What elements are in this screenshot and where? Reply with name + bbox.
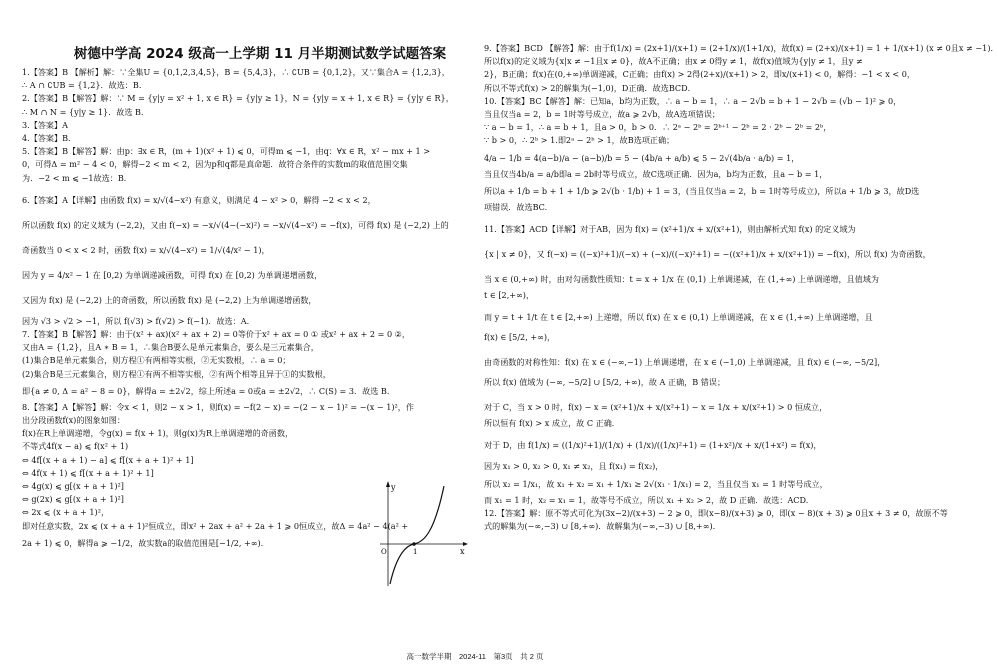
tick-label-1: 1 [413,548,418,556]
answer-line: 因为 x₁ > 0, x₂ > 0, x₁ ≠ x₂，且 f(x₁) = f(x₂)， [484,461,664,472]
answer-line: ∵ a − b = 1，∴ a = b + 1，且a > 0，b > 0．∴ 2ᵃ − 2ᵇ = 2ᵇ⁺¹ − 2ᵇ = 2 · 2ᵇ − 2ᵇ = 2ᵇ， [484,122,832,133]
answer-line: 即{a ≠ 0, Δ = a² − 8 = 0}，解得a = ±2√2，综上所述a = 0或a = ±2√2，∴ C(S) = 3．故选 B． [22,385,395,396]
answer-line: ⇔ 4f[(x + a + 1) − a] ⩽ f[(x + a + 1)² + 1] [22,454,194,465]
answer-line: 2.【答案】B【解答】解：∵ M = {y|y = x² + 1, x ∈ R} = {y|y ≥ 1}，N = {y|y = x + 1, x ∈ R} = {y|y ∈ R}， [22,93,454,104]
answer-line: 对于 C，当 x > 0 时，f(x) − x = (x²+1)/x + x/(x²+1) − x = 1/x + x/(x²+1) > 0 恒成立， [484,402,828,413]
x-axis-label: x [460,547,465,556]
answer-line: 所以函数 f(x) 的定义域为 (−2,2)，又由 f(−x) = −x/√(4−(−x)²) = −x/√(4−x²) = −f(x)，可得 f(x) 是 (−2,2) 上的 [22,219,449,230]
answer-line: (2)集合B是三元素集合，则方程①有两不相等实根，②有两个相等且异于①的实数根， [22,368,331,379]
answer-line: 8.【答案】A【解答】解：令x < 1，则2 − x > 1，则f(x) = −f(2 − x) = −(2 − x − 1)² = −(x − 1)²，作 [22,401,414,412]
answer-line: 4.【答案】B. [22,133,71,144]
answer-line: 奇函数当 0 < x < 2 时，函数 f(x) = x/√(4−x²) = 1/√(4/x² − 1)， [22,244,270,255]
answer-line: t ∈ [2,+∞)， [484,290,535,301]
answer-line: 7.【答案】B【解答】解：由于(x² + ax)(x² + ax + 2) = 0等价于x² + ax = 0 ① 或x² + ax + 2 = 0 ②， [22,329,411,340]
answer-line: {x | x ≠ 0}，又 f(−x) = ((−x)²+1)/(−x) + (−x)/((−x)²+1) = −((x²+1)/x + x/(x²+1)) = −f(x)，所以 f(x) 为奇函数， [484,249,931,260]
answer-line: f(x) ∈ [5/2, +∞)， [484,332,556,343]
answer-line: ⇔ 4g(x) ⩽ g[(x + a + 1)²] [22,481,124,492]
answer-line: 出分段函数f(x)的图象如图： [22,415,125,426]
page-title: 树德中学高 2024 级高一上学期 11 月半期测试数学试题答案 [73,46,447,62]
answer-line: 2}，B正确；f(x)在(0,+∞)单调递减，C正确；由f(x) > 2得(2+x)/(x+1) > 2，即x/(x+1) < 0，解得：−1 < x < 0， [484,69,915,80]
answer-line: 4/a − 1/b = 4(a−b)/a − (a−b)/b = 5 − (4b/a + a/b) ⩽ 5 − 2√(4b/a · a/b) = 1， [484,152,800,163]
answer-line: ⇔ g(2x) ⩽ g[(x + a + 1)²] [22,494,124,505]
answer-line: 9.【答案】BCD 【解答】解：由于f(1/x) = (2x+1)/(x+1) = (2+1/x)/(1+1/x)，故f(x) = (2+x)/(x+1) = 1 + 1/(x+1) (x ≠ 0且x ≠ −1)． [484,43,999,53]
right-column [484,42,999,533]
answer-line: ∴ A ∩ ∁UB = {1,2}．故选：B． [22,80,147,91]
answer-line: 即对任意实数，2x ⩽ (x + a + 1)²恒成立，即x² + 2ax + a² + 2a + 1 ⩾ 0恒成立，故Δ = 4a² − 4(a² + [22,520,409,531]
answer-line: 所以 f(x) 值域为 (−∞, −5/2] ∪ [5/2, +∞)，故 A 正确，B 错误； [484,377,726,388]
answer-line: 项错误．故选BC. [484,201,548,212]
answer-line: 所以a + 1/b = b + 1 + 1/b ⩾ 2√(b · 1/b) + 1 = 3，(当且仅当a = 2，b = 1时等号成立)，所以a + 1/b ⩾ 3，故D选 [484,185,920,196]
answer-line: 12.【答案】解：原不等式可化为(3x−2)/(x+3) − 2 ⩾ 0，即(x−8)/(x+3) ⩾ 0，即(x − 8)(x + 3) ⩾ 0且x + 3 ≠ 0，故原不等 [484,507,948,518]
answer-line: 不等式4f(x − a) ⩽ f(x² + 1) [22,441,129,452]
answer-line: 为．−2 < m ⩽ −1故选：B． [22,172,132,183]
answer-line: (1)集合B是单元素集合，则方程①有两相等实根，②无实数根，∴ a = 0； [22,355,291,366]
answer-line: 当且仅当a = 2，b = 1时等号成立，故a ⩾ 2√b，故A选项错误； [484,109,721,120]
answer-line: 6.【答案】A【详解】由函数 f(x) = x/√(4−x²) 有意义，则满足 4 − x² > 0，解得 −2 < x < 2， [22,194,376,205]
answer-line: ⇔ 2x ⩽ (x + a + 1)²， [22,507,110,518]
answer-line: 当且仅当4b/a = a/b即a = 2b时等号成立，故C选项正确．因为a，b均为正数，且a − b = 1， [484,168,828,179]
y-axis-arrow [386,481,390,487]
answer-line: ⇔ 4f(x + 1) ⩽ f[(x + a + 1)² + 1] [22,467,154,478]
answer-line: 而 x₁ = 1 时，x₂ = x₁ = 1，故等号不成立，所以 x₁ + x₂ > 2，故 D 正确．故选：ACD. [484,494,809,505]
answer-line: 所以f(x)的定义域为{x|x ≠ −1且x ≠ 0}，故A不正确；由x ≠ 0得y ≠ 1，故f(x)值域为{y|y ≠ 1，且y ≠ [484,56,863,67]
x-axis-arrow [463,542,468,546]
answer-line: 0，可得Δ = m² − 4 < 0，解得−2 < m < 2，因为p和q都是真命题．故符合条件的实数m的取值范围交集 [22,159,408,170]
answer-line: 5.【答案】B【解答】解：由p：∃x ∈ R，(m + 1)(x² + 1) ⩽ 0，可得m ⩽ −1，由q：∀x ∈ R，x² − mx + 1 > [22,146,431,157]
answer-line: 所以恒有 f(x) > x 成立，故 C 正确． [484,418,620,429]
answer-line: 因为 √3 > √2 > −1，所以 f(√3) > f(√2) > f(−1)．故选：A. [22,315,250,326]
y-axis-label: y [391,483,396,492]
answer-line: 由奇函数的对称性知：f(x) 在 x ∈ (−∞,−1) 上单调递增，在 x ∈ (−1,0) 上单调递减，且 f(x) ∈ (−∞, −5/2]， [484,357,886,368]
answer-line: 所以不等式f(x) > 2的解集为(−1,0)，D正确．故选BCD． [484,82,696,93]
page-footer: 高一数学半期 2024-11 第3页 共 2 页 [406,652,544,661]
answer-line: 10.【答案】BC【解答】解：已知a，b均为正数，∴ a − b = 1，∴ a − 2√b = b + 1 − 2√b = (√b − 1)² ⩾ 0， [484,95,902,106]
piecewise-function-graph [378,478,470,590]
origin-label: O [381,548,387,556]
answer-line: 又因为 f(x) 是 (−2,2) 上的奇函数，所以函数 f(x) 是 (−2,2) 上为单调递增函数， [22,294,317,305]
answer-line: 又由A = {1,2}，且A ∗ B = 1，∴集合B要么是单元素集合，要么是三元素集合， [22,342,319,353]
answer-line: 1.【答案】B 【解析】解：∵全集U = {0,1,2,3,4,5}，B = {5,4,3}，∴ ∁UB = {0,1,2}，又∵集合A = {1,2,3}， [22,67,450,77]
answer-line: 式的解集为(−∞,−3) ∪ [8,+∞)．故解集为(−∞,−3) ∪ [8,+∞). [484,521,716,532]
answer-line: 因为 y = 4/x² − 1 在 [0,2) 为单调递减函数，可得 f(x) 在 [0,2) 为单调递增函数， [22,269,323,280]
function-curve [390,486,444,584]
point-marker [412,542,416,546]
answer-line: 所以 x₂ = 1/x₁，故 x₁ + x₂ = x₁ + 1/x₁ ≥ 2√(x₁ · 1/x₁) = 2，当且仅当 x₁ = 1 时等号成立， [484,478,828,489]
answer-line: ∴ M ∩ N = {y|y ≥ 1}．故选 B． [22,106,150,117]
answer-line: 而 y = t + 1/t 在 t ∈ [2,+∞) 上递增，所以 f(x) 在 x ∈ (0,1) 上单调递减，在 x ∈ (1,+∞) 上单调递增，且 [484,312,873,323]
answer-line: 当 x ∈ (0,+∞) 时，由对勾函数性质知：t = x + 1/x 在 (0,1) 上单调递减，在 (1,+∞) 上单调递增，且值域为 [484,274,879,285]
answer-line: 2a + 1) ⩽ 0，解得a ⩾ −1/2，故实数a的取值范围是[−1/2, +∞). [22,537,264,548]
answer-line: 3.【答案】A [22,119,68,130]
answer-line: f(x)在R上单调递增，令g(x) = f(x + 1)，则g(x)为R上单调递增的奇函数， [22,428,294,439]
answer-line: 11.【答案】ACD【详解】对于AB，因为 f(x) = (x²+1)/x + x/(x²+1)，则由解析式知 f(x) 的定义域为 [484,224,856,235]
answer-line: 对于 D，由 f(1/x) = ((1/x)²+1)/(1/x) + (1/x)/((1/x)²+1) = (1+x²)/x + x/(1+x²) = f(x)， [484,440,822,451]
answer-line: ∵ b > 0，∴ 2ᵇ > 1.即2ᵃ − 2ᵇ > 1，故B选项正确； [484,135,675,146]
